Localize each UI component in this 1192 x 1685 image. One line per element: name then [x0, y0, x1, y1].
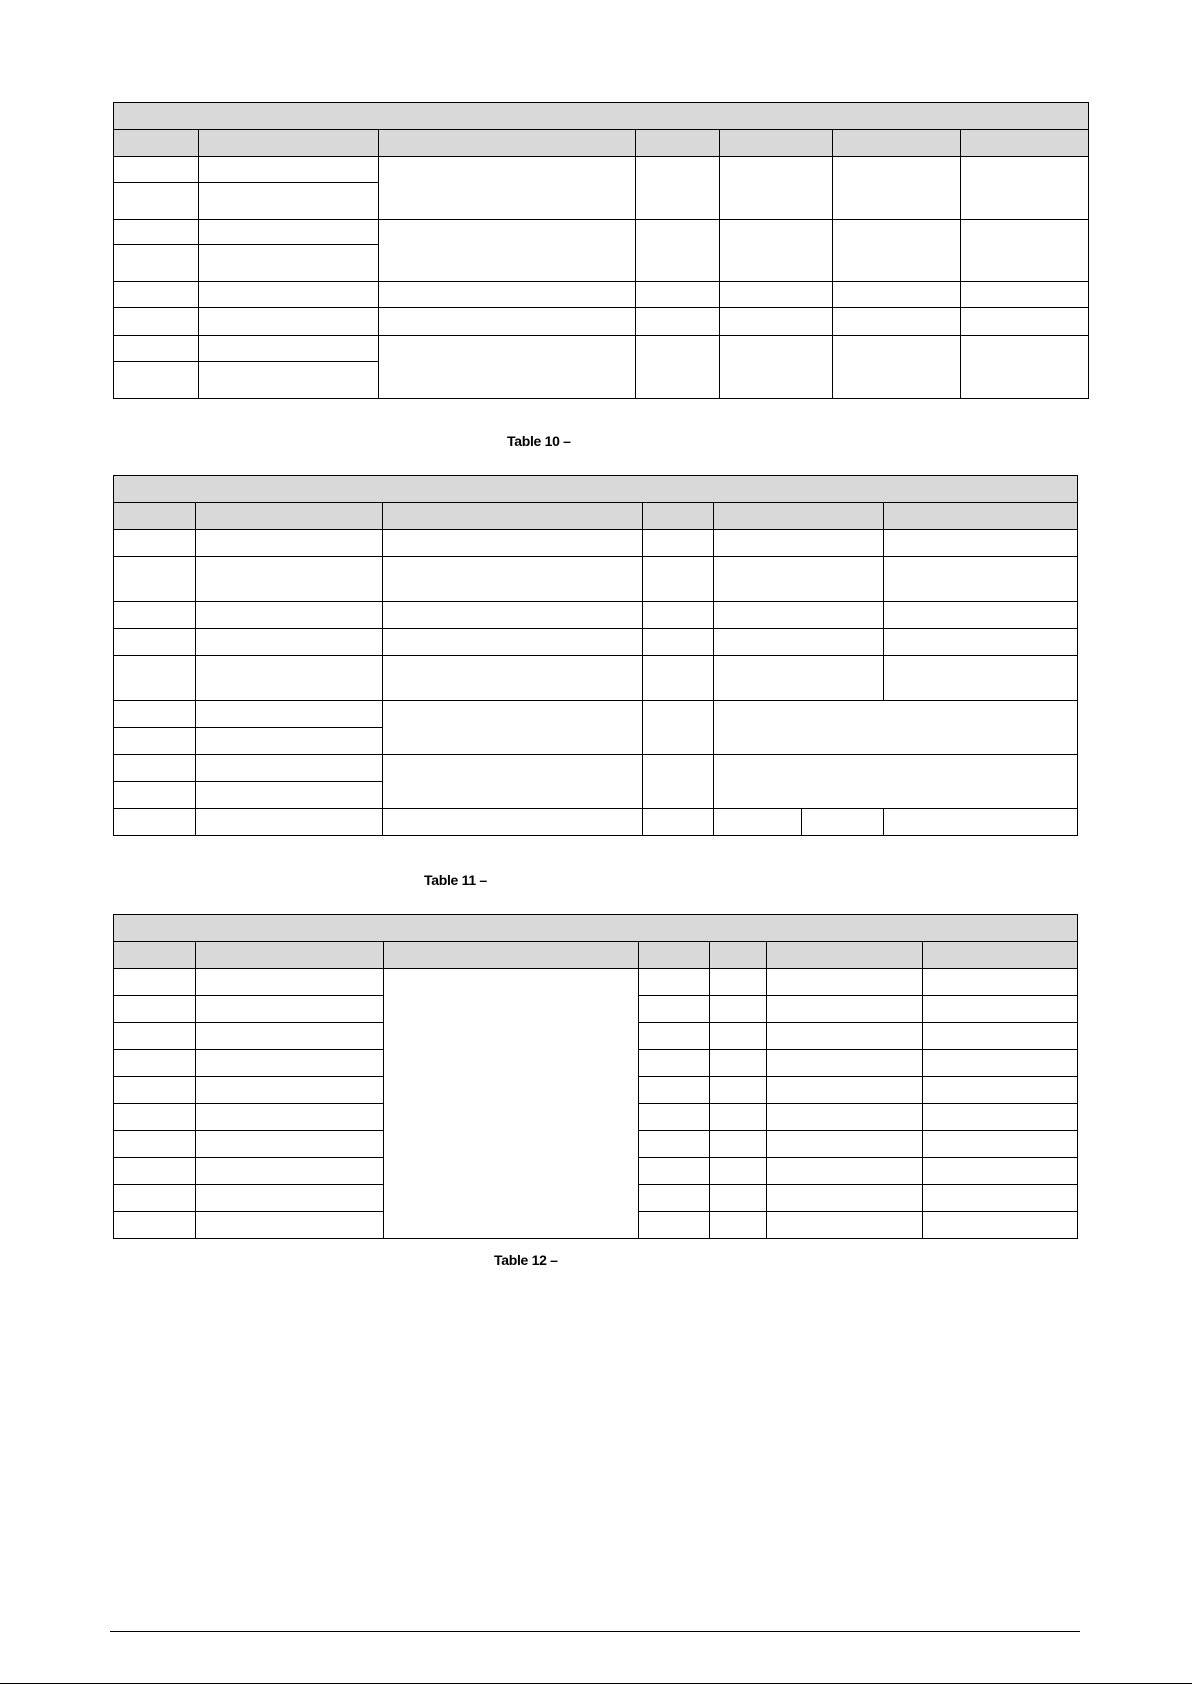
- table-cell: [961, 308, 1089, 336]
- table-row: [114, 530, 1078, 557]
- table-row: [114, 557, 1078, 602]
- header-cell: [114, 942, 196, 969]
- header-cell: [961, 130, 1089, 157]
- table-cell: [833, 336, 961, 399]
- table-row: [114, 220, 1089, 245]
- table-cell: [114, 308, 199, 336]
- table-cell: [923, 1212, 1078, 1239]
- table-cell: [196, 1158, 384, 1185]
- table-cell: [710, 1185, 767, 1212]
- table-cell: [833, 157, 961, 220]
- table-cell: [196, 629, 383, 656]
- table-cell: [714, 629, 884, 656]
- table-title-cell: [114, 103, 1089, 130]
- footer-rule: [110, 1631, 1080, 1632]
- table-cell: [923, 1077, 1078, 1104]
- table-cell: [710, 996, 767, 1023]
- table-cell: [923, 1023, 1078, 1050]
- table-cell: [114, 701, 196, 728]
- table-cell: [196, 1212, 384, 1239]
- table-cell: [114, 1131, 196, 1158]
- table-3-title-row: [114, 915, 1078, 942]
- table-cell: [923, 1158, 1078, 1185]
- table-cell: [383, 557, 643, 602]
- table-cell: [639, 1050, 710, 1077]
- table-cell: [961, 336, 1089, 399]
- table-cell: [720, 282, 833, 308]
- table-cell: [383, 809, 643, 836]
- table-cell: [639, 1212, 710, 1239]
- table-cell: [767, 1023, 923, 1050]
- table-cell: [114, 602, 196, 629]
- table-cell: [114, 809, 196, 836]
- table-cell: [720, 308, 833, 336]
- table-cell: [383, 755, 643, 809]
- table-cell: [639, 969, 710, 996]
- table-row: [114, 701, 1078, 728]
- table-cell: [710, 1212, 767, 1239]
- table-cell: [643, 530, 714, 557]
- table-cell: [643, 602, 714, 629]
- table-1: [113, 102, 1089, 399]
- table-cell: [114, 157, 199, 183]
- table-cell: [767, 996, 923, 1023]
- table-cell: [636, 282, 720, 308]
- table-cell: [643, 701, 714, 755]
- table-cell: [114, 1050, 196, 1077]
- table-cell: [114, 755, 196, 782]
- table-row: [114, 656, 1078, 701]
- table-cell: [196, 1077, 384, 1104]
- table-cell: [643, 629, 714, 656]
- table-cell: [714, 656, 884, 701]
- table-2-header-row: [114, 503, 1078, 530]
- header-cell: [199, 130, 379, 157]
- table-cell: [196, 656, 383, 701]
- header-cell: [636, 130, 720, 157]
- header-cell: [923, 942, 1078, 969]
- table-cell: [710, 1023, 767, 1050]
- table-cell: [643, 557, 714, 602]
- table-row: [114, 755, 1078, 782]
- table-cell: [114, 362, 199, 399]
- table-cell: [196, 701, 383, 728]
- table-cell: [961, 282, 1089, 308]
- table-cell: [714, 809, 802, 836]
- table-cell: [383, 602, 643, 629]
- table-title-cell: [114, 915, 1078, 942]
- header-cell: [767, 942, 923, 969]
- page-bottom-rule: [0, 1683, 1192, 1684]
- header-cell: [639, 942, 710, 969]
- table-cell: [720, 336, 833, 399]
- header-cell: [714, 503, 884, 530]
- header-cell: [720, 130, 833, 157]
- table-cell: [833, 220, 961, 282]
- table-cell: [379, 282, 636, 308]
- table-cell: [710, 969, 767, 996]
- header-cell: [379, 130, 636, 157]
- table-cell: [767, 1185, 923, 1212]
- table-cell: [199, 282, 379, 308]
- table-row: [114, 157, 1089, 183]
- table-cell: [639, 1185, 710, 1212]
- table-cell: [714, 557, 884, 602]
- header-cell: [196, 942, 384, 969]
- table-cell: [383, 629, 643, 656]
- table-cell: [196, 602, 383, 629]
- table-cell: [196, 809, 383, 836]
- table-cell: [923, 1131, 1078, 1158]
- table-cell: [884, 629, 1078, 656]
- table-cell: [833, 282, 961, 308]
- table-cell: [714, 755, 1078, 809]
- table-cell: [710, 1104, 767, 1131]
- table-cell: [199, 220, 379, 245]
- header-cell: [884, 503, 1078, 530]
- table-2: [113, 475, 1078, 836]
- table-cell: [114, 629, 196, 656]
- table-cell: [884, 809, 1078, 836]
- table-cell: [639, 996, 710, 1023]
- table-cell: [767, 969, 923, 996]
- table-3: [113, 914, 1078, 1239]
- table-cell: [114, 530, 196, 557]
- table-cell: [114, 969, 196, 996]
- table-cell: [923, 1104, 1078, 1131]
- table-cell: [114, 183, 199, 220]
- table-cell: [196, 996, 384, 1023]
- table-cell: [196, 1104, 384, 1131]
- table-cell: [636, 157, 720, 220]
- table-cell: [114, 728, 196, 755]
- table-cell: [196, 969, 384, 996]
- table-cell: [383, 656, 643, 701]
- table-cell: [714, 602, 884, 629]
- table-cell: [767, 1158, 923, 1185]
- table-cell: [639, 1023, 710, 1050]
- table-cell: [383, 530, 643, 557]
- table-cell: [379, 336, 636, 399]
- table-row: [114, 629, 1078, 656]
- table-cell: [767, 1212, 923, 1239]
- table-cell: [114, 782, 196, 809]
- table-cell: [114, 282, 199, 308]
- table-cell: [639, 1131, 710, 1158]
- table-cell: [114, 1104, 196, 1131]
- table-cell: [196, 1131, 384, 1158]
- table-row: [114, 308, 1089, 336]
- table-cell: [114, 996, 196, 1023]
- table-cell: [643, 656, 714, 701]
- table-cell: [802, 809, 884, 836]
- table-cell: [636, 220, 720, 282]
- table-2-title-row: [114, 476, 1078, 503]
- table-cell: [114, 1158, 196, 1185]
- table-cell: [833, 308, 961, 336]
- table-11-caption: Table 11 –: [424, 872, 487, 888]
- table-cell: [884, 557, 1078, 602]
- table-row: [114, 336, 1089, 362]
- table-cell: [384, 969, 639, 1239]
- table-cell: [199, 336, 379, 362]
- table-cell: [636, 336, 720, 399]
- table-cell: [884, 602, 1078, 629]
- table-row: [114, 969, 1078, 996]
- table-cell: [379, 308, 636, 336]
- table-cell: [114, 220, 199, 245]
- table-row: [114, 602, 1078, 629]
- header-cell: [643, 503, 714, 530]
- table-cell: [114, 557, 196, 602]
- table-cell: [199, 362, 379, 399]
- table-cell: [114, 656, 196, 701]
- table-cell: [720, 220, 833, 282]
- table-cell: [923, 1050, 1078, 1077]
- header-cell: [114, 503, 196, 530]
- header-cell: [114, 130, 199, 157]
- table-cell: [114, 1077, 196, 1104]
- table-cell: [923, 969, 1078, 996]
- table-1-title-row: [114, 103, 1089, 130]
- table-cell: [196, 557, 383, 602]
- table-cell: [767, 1050, 923, 1077]
- table-cell: [114, 336, 199, 362]
- table-cell: [199, 157, 379, 183]
- table-cell: [714, 701, 1078, 755]
- table-1-header-row: [114, 130, 1089, 157]
- table-3-header-row: [114, 942, 1078, 969]
- table-cell: [114, 245, 199, 282]
- table-cell: [710, 1077, 767, 1104]
- table-cell: [199, 245, 379, 282]
- table-cell: [636, 308, 720, 336]
- table-cell: [884, 656, 1078, 701]
- table-title-cell: [114, 476, 1078, 503]
- table-cell: [643, 755, 714, 809]
- table-cell: [114, 1212, 196, 1239]
- table-cell: [884, 530, 1078, 557]
- table-cell: [767, 1077, 923, 1104]
- table-cell: [383, 701, 643, 755]
- table-cell: [923, 1185, 1078, 1212]
- table-cell: [114, 1185, 196, 1212]
- header-cell: [710, 942, 767, 969]
- table-cell: [379, 220, 636, 282]
- table-cell: [643, 809, 714, 836]
- table-cell: [196, 1050, 384, 1077]
- table-cell: [199, 183, 379, 220]
- table-cell: [196, 1185, 384, 1212]
- table-cell: [961, 157, 1089, 220]
- table-10-caption: Table 10 –: [507, 433, 571, 449]
- table-cell: [767, 1131, 923, 1158]
- table-cell: [714, 530, 884, 557]
- table-cell: [196, 530, 383, 557]
- table-row: [114, 809, 1078, 836]
- table-cell: [114, 1023, 196, 1050]
- table-cell: [639, 1158, 710, 1185]
- table-cell: [199, 308, 379, 336]
- table-cell: [196, 782, 383, 809]
- table-12-caption: Table 12 –: [494, 1252, 558, 1268]
- table-cell: [196, 755, 383, 782]
- table-cell: [767, 1104, 923, 1131]
- header-cell: [833, 130, 961, 157]
- table-cell: [961, 220, 1089, 282]
- table-cell: [196, 728, 383, 755]
- table-cell: [639, 1077, 710, 1104]
- table-cell: [720, 157, 833, 220]
- table-cell: [639, 1104, 710, 1131]
- table-row: [114, 282, 1089, 308]
- header-cell: [384, 942, 639, 969]
- header-cell: [383, 503, 643, 530]
- table-cell: [196, 1023, 384, 1050]
- header-cell: [196, 503, 383, 530]
- table-cell: [379, 157, 636, 220]
- table-cell: [923, 996, 1078, 1023]
- table-cell: [710, 1131, 767, 1158]
- table-cell: [710, 1050, 767, 1077]
- table-cell: [710, 1158, 767, 1185]
